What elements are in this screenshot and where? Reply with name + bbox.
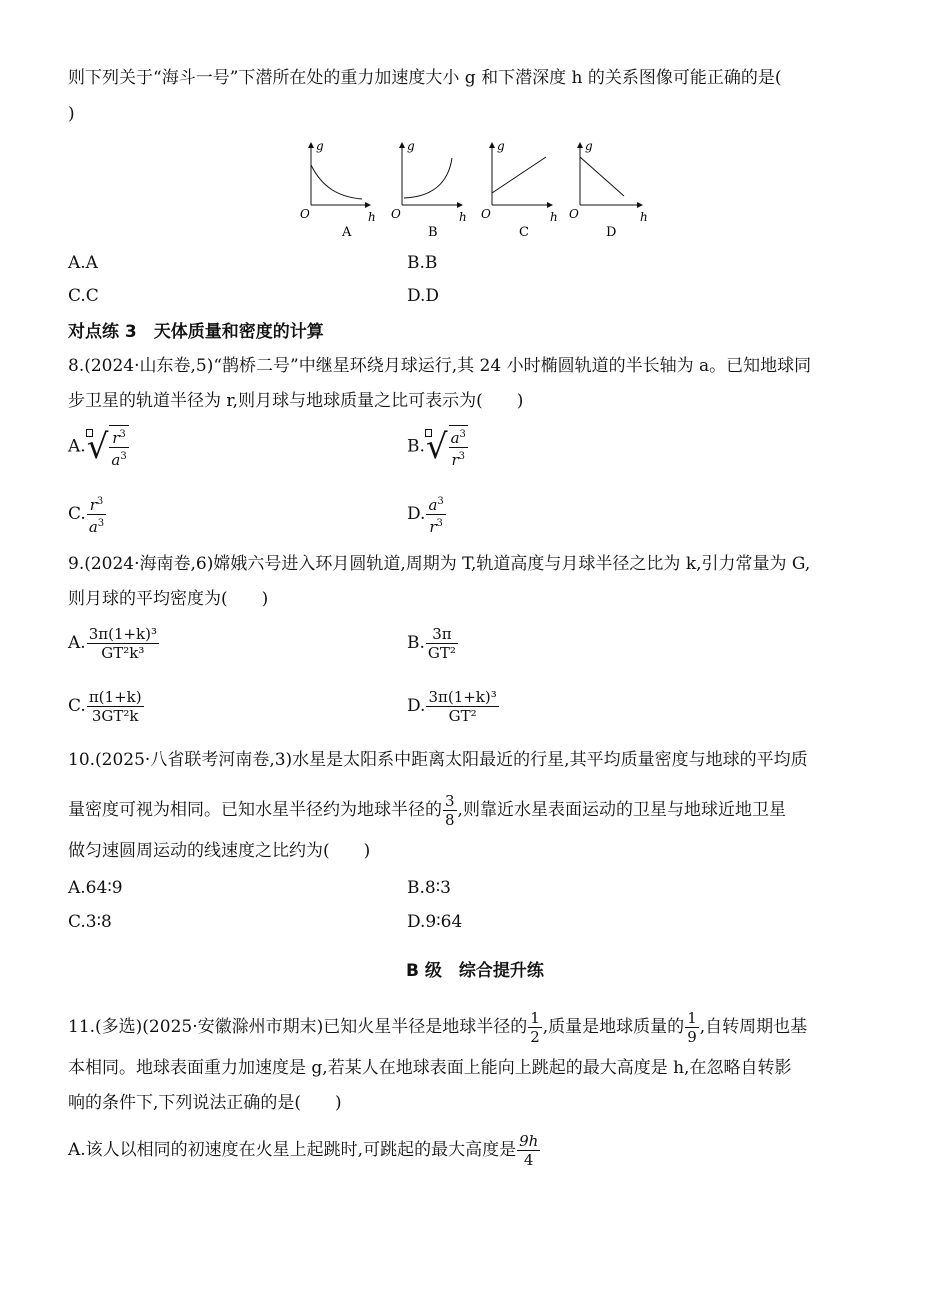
q11-line3: 响的条件下,下列说法正确的是( ) — [68, 1093, 342, 1113]
q8-option-a: A.√ $\frac{r^3}{a^3}$ — [68, 427, 127, 469]
graph-b-curve — [404, 158, 452, 198]
q8-option-b: B.√ $\frac{a^3}{r^3}$ — [407, 427, 466, 469]
q7-graphs — [0, 135, 950, 245]
graph-c-caption: C — [519, 225, 529, 240]
q10-line1: 10.(2025·八省联考河南卷,3)水星是太阳系中距离太阳最近的行星,其平均质量密度与地球的平均质 — [68, 750, 808, 770]
graph-d-xlabel: h — [640, 210, 648, 224]
q8-option-c: C. $\frac{r^3}{a^3}$ — [68, 493, 107, 536]
q10-line2: 量密度可视为相同。已知水星半径约为地球半径的 $\frac{3}{8}$ ,则靠近水星表面运动的卫星与地球近地卫星 — [68, 792, 786, 829]
q7-option-c: C.C — [68, 286, 99, 306]
graph-d-caption: D — [606, 225, 617, 240]
q10-option-d: D.9∶64 — [407, 912, 463, 932]
q11-option-a: A.该人以相同的初速度在火星上起跳时,可跳起的最大高度是 $\frac{9h}{4}$ — [68, 1132, 539, 1169]
q10-option-a: A.64∶9 — [68, 878, 123, 898]
graph-c-origin: O — [481, 207, 491, 221]
q11-line1: 11.(多选)(2025·安徽滁州市期末)已知火星半径是地球半径的 $\frac{1}{2}$ ,质量是地球质量的 $\frac{1}{9}$ ,自转周期也基 — [68, 1009, 808, 1046]
q9-option-a: A. $\frac{\text{3π(1+k)³}}{\text{GT²k³}}$ — [68, 625, 158, 662]
graph-b-ylabel: g — [407, 139, 415, 153]
q7-stem-line1: 则下列关于“海斗一号”下潜所在处的重力加速度大小 g 和下潜深度 h 的关系图像可能正确的是( — [68, 68, 782, 88]
graph-a-origin: O — [300, 207, 310, 221]
q7-option-d: D.D — [407, 286, 440, 306]
q10-line3: 做匀速圆周运动的线速度之比约为( ) — [68, 841, 371, 861]
graph-c — [481, 139, 558, 240]
q10-option-c: C.3∶8 — [68, 912, 112, 932]
graph-c-line — [492, 157, 546, 193]
graph-c-ylabel: g — [497, 139, 505, 153]
graph-d-line — [580, 157, 624, 196]
graph-a-ylabel: g — [316, 139, 324, 153]
section-3-heading: 对点练 3 天体质量和密度的计算 — [68, 322, 324, 342]
level-b-heading: B 级 综合提升练 — [406, 961, 544, 981]
q8-line1: 8.(2024·山东卷,5)“鹊桥二号”中继星环绕月球运行,其 24 小时椭圆轨道的半长轴为 a。已知地球同 — [68, 356, 812, 376]
graph-c-xlabel: h — [550, 210, 558, 224]
q9-line2: 则月球的平均密度为( ) — [68, 589, 269, 609]
q10-option-b: B.8∶3 — [407, 878, 451, 898]
graph-b-origin: O — [391, 207, 401, 221]
graph-b — [391, 139, 467, 240]
graph-b-xlabel: h — [459, 210, 467, 224]
q9-option-b: B. $\frac{3\pi}{\text{GT²}}$ — [407, 625, 456, 662]
q9-option-c: C. $\frac{\pi(1+k)}{\text{3GT²k}}$ — [68, 688, 142, 725]
graph-a-caption: A — [342, 225, 352, 240]
q11-line2: 本相同。地球表面重力加速度是 g,若某人在地球表面上能向上跳起的最大高度是 h,在忽略自转影 — [68, 1058, 792, 1078]
graph-d-ylabel: g — [585, 139, 593, 153]
graph-d — [569, 139, 648, 240]
q7-option-a: A.A — [68, 253, 98, 273]
q8-line2: 步卫星的轨道半径为 r,则月球与地球质量之比可表示为( ) — [68, 391, 524, 411]
graph-a — [300, 139, 376, 240]
q8-option-d: D. $\frac{a^3}{r^3}$ — [407, 493, 447, 536]
graph-a-xlabel: h — [368, 210, 376, 224]
q9-option-d: D. $\frac{\text{3π(1+k)³}}{\text{GT²}}$ — [407, 688, 497, 725]
graph-d-origin: O — [569, 207, 579, 221]
graph-a-curve — [311, 165, 362, 199]
q9-line1: 9.(2024·海南卷,6)嫦娥六号进入环月圆轨道,周期为 T,轨道高度与月球半径之比为 k,引力常量为 G, — [68, 554, 811, 574]
graph-b-caption: B — [428, 225, 438, 240]
q7-stem-line2: ) — [68, 104, 75, 124]
q7-option-b: B.B — [407, 253, 438, 273]
